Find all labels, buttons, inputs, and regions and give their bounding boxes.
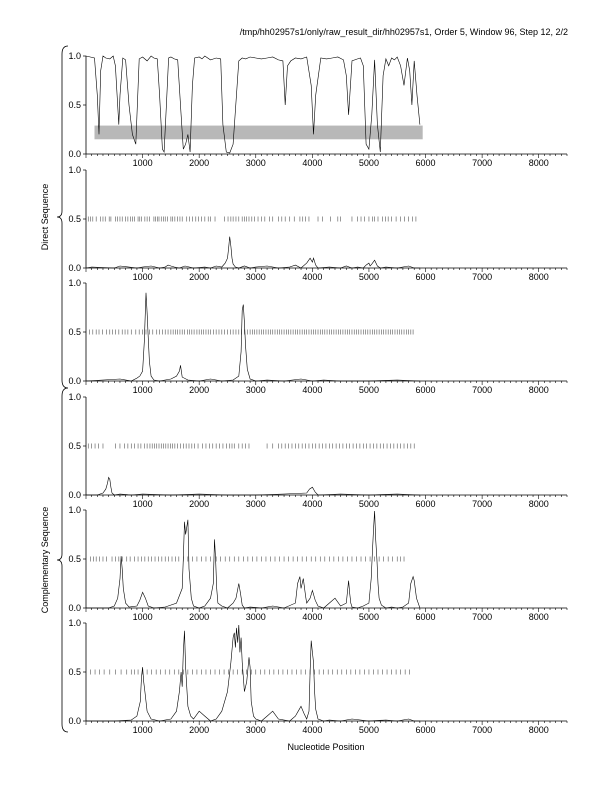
x-tick-label: 7000 bbox=[472, 499, 493, 509]
x-tick-label: 1000 bbox=[132, 272, 153, 282]
x-tick-label: 6000 bbox=[415, 499, 436, 509]
x-tick-label: 1000 bbox=[132, 158, 153, 168]
x-tick-label: 4000 bbox=[302, 612, 323, 622]
x-tick-label: 5000 bbox=[358, 385, 379, 395]
x-tick-label: 3000 bbox=[245, 499, 266, 509]
x-tick-label: 8000 bbox=[528, 499, 549, 509]
x-tick-label: 8000 bbox=[528, 385, 549, 395]
header-path: /tmp/hh02957s1/only/raw_result_dir/hh02957s1, Order 5, Window 96, Step 12, 2/2 bbox=[239, 27, 568, 37]
shaded-region bbox=[94, 126, 422, 140]
x-tick-label: 6000 bbox=[415, 385, 436, 395]
x-tick-label: 4000 bbox=[302, 272, 323, 282]
x-tick-label: 1000 bbox=[132, 612, 153, 622]
x-tick-label: 6000 bbox=[415, 725, 436, 735]
y-tick-label: 0.5 bbox=[68, 214, 81, 224]
x-tick-label: 7000 bbox=[472, 612, 493, 622]
x-tick-label: 4000 bbox=[302, 385, 323, 395]
x-tick-label: 6000 bbox=[415, 612, 436, 622]
y-tick-label: 1.0 bbox=[68, 618, 81, 628]
panels bbox=[68, 51, 567, 735]
panel-4 bbox=[68, 392, 567, 509]
series-line bbox=[86, 477, 420, 495]
x-tick-label: 2000 bbox=[189, 499, 210, 509]
y-tick-label: 0.0 bbox=[68, 490, 81, 500]
x-tick-label: 2000 bbox=[189, 725, 210, 735]
x-tick-label: 4000 bbox=[302, 499, 323, 509]
group-label-complementary: Complementary Sequence bbox=[40, 506, 50, 614]
series-line bbox=[86, 237, 420, 268]
x-tick-label: 6000 bbox=[415, 272, 436, 282]
x-tick-label: 3000 bbox=[245, 385, 266, 395]
x-tick-label: 5000 bbox=[358, 612, 379, 622]
x-tick-label: 3000 bbox=[245, 158, 266, 168]
brace-path bbox=[57, 46, 68, 388]
series-line bbox=[86, 625, 420, 721]
x-tick-label: 5000 bbox=[358, 725, 379, 735]
x-tick-label: 2000 bbox=[189, 158, 210, 168]
x-tick-label: 5000 bbox=[358, 272, 379, 282]
brace-path bbox=[57, 388, 68, 732]
y-tick-label: 0.0 bbox=[68, 149, 81, 159]
y-tick-label: 1.0 bbox=[68, 505, 81, 515]
x-tick-label: 5000 bbox=[358, 499, 379, 509]
panel-1 bbox=[68, 51, 567, 168]
y-tick-label: 0.5 bbox=[68, 100, 81, 110]
x-tick-label: 3000 bbox=[245, 272, 266, 282]
x-tick-label: 1000 bbox=[132, 725, 153, 735]
brace-direct bbox=[57, 46, 68, 388]
panel-5 bbox=[68, 505, 567, 622]
y-tick-label: 0.0 bbox=[68, 716, 81, 726]
brace-complementary bbox=[57, 388, 68, 732]
y-tick-label: 0.0 bbox=[68, 376, 81, 386]
y-tick-label: 0.5 bbox=[68, 667, 81, 677]
x-tick-label: 4000 bbox=[302, 725, 323, 735]
x-tick-label: 8000 bbox=[528, 272, 549, 282]
x-tick-label: 7000 bbox=[472, 725, 493, 735]
y-tick-label: 0.5 bbox=[68, 327, 81, 337]
y-tick-label: 1.0 bbox=[68, 51, 81, 61]
x-tick-label: 7000 bbox=[472, 158, 493, 168]
x-tick-label: 1000 bbox=[132, 499, 153, 509]
x-tick-label: 3000 bbox=[245, 725, 266, 735]
y-tick-label: 1.0 bbox=[68, 165, 81, 175]
y-tick-label: 1.0 bbox=[68, 278, 81, 288]
x-tick-label: 8000 bbox=[528, 612, 549, 622]
x-tick-label: 8000 bbox=[528, 725, 549, 735]
x-tick-label: 7000 bbox=[472, 385, 493, 395]
x-tick-label: 6000 bbox=[415, 158, 436, 168]
x-tick-label: 5000 bbox=[358, 158, 379, 168]
x-tick-label: 2000 bbox=[189, 272, 210, 282]
group-label-direct: Direct Sequence bbox=[40, 183, 50, 251]
y-tick-label: 0.0 bbox=[68, 263, 81, 273]
x-axis-label: Nucleotide Position bbox=[287, 742, 365, 752]
x-tick-label: 3000 bbox=[245, 612, 266, 622]
x-tick-label: 2000 bbox=[189, 612, 210, 622]
y-tick-label: 0.0 bbox=[68, 603, 81, 613]
x-tick-label: 4000 bbox=[302, 158, 323, 168]
x-tick-label: 7000 bbox=[472, 272, 493, 282]
x-tick-label: 8000 bbox=[528, 158, 549, 168]
y-tick-label: 0.5 bbox=[68, 554, 81, 564]
y-tick-label: 1.0 bbox=[68, 392, 81, 402]
panel-2 bbox=[68, 165, 567, 282]
y-tick-label: 0.5 bbox=[68, 441, 81, 451]
panel-6 bbox=[68, 618, 567, 735]
panel-3 bbox=[68, 278, 567, 395]
x-tick-label: 2000 bbox=[189, 385, 210, 395]
x-tick-label: 1000 bbox=[132, 385, 153, 395]
series-line bbox=[86, 293, 420, 381]
